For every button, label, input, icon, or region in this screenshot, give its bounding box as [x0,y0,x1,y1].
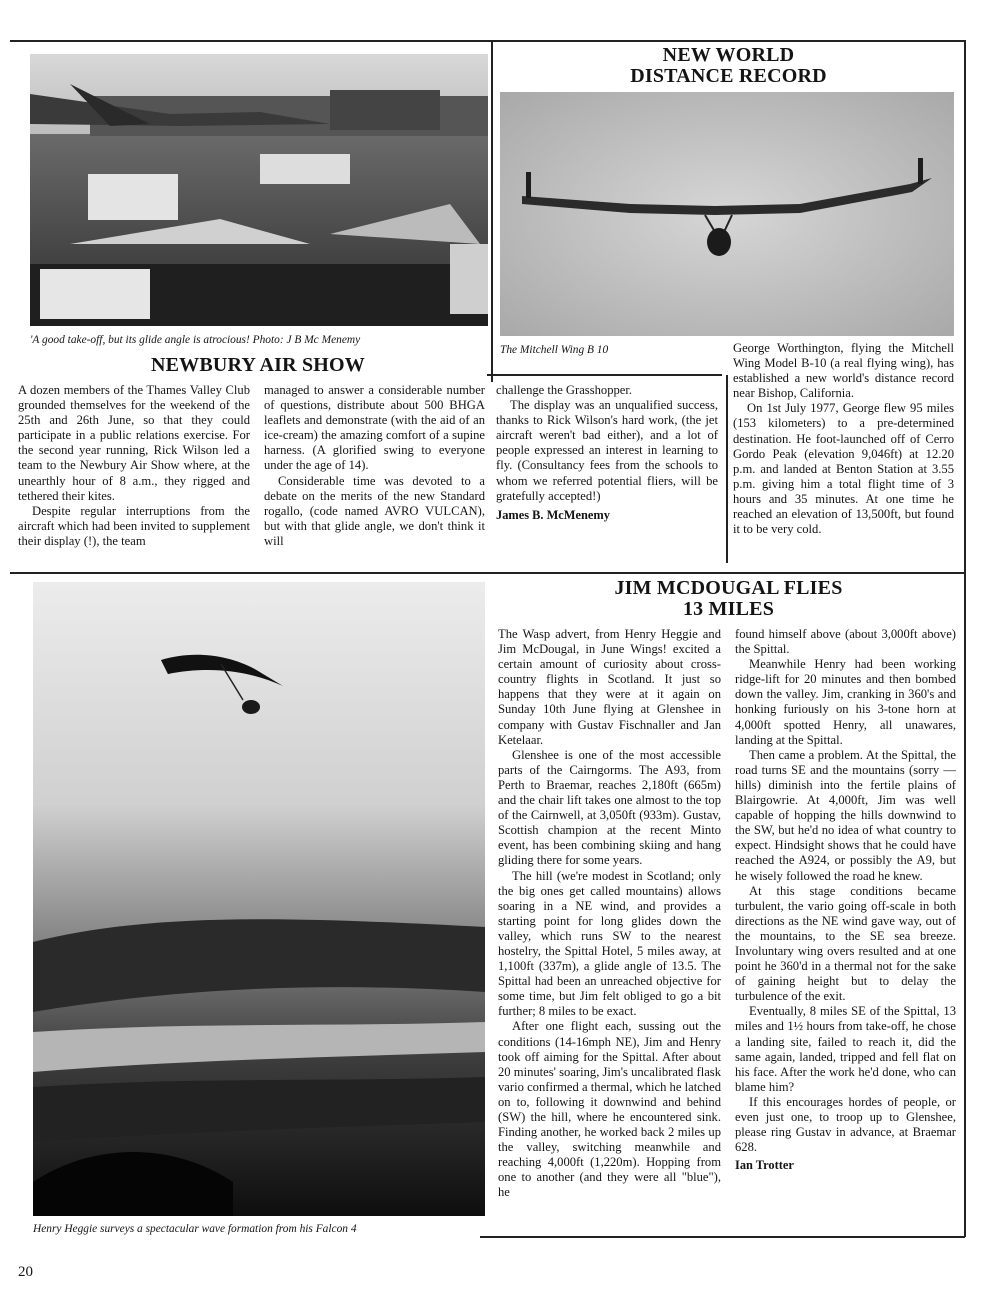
mcdougal-c2-p2: Meanwhile Henry had been working ridge-lift for 20 minutes and then bombed down the valley. Jim, cranking in 360's and honking furiously on his 3-tone horn at 4,000ft spotted Henry, all unawares, landing at the Spittal. [735,657,956,747]
mitchell-wing-photo [500,92,954,336]
middle-rule [10,572,965,574]
record-title-line-2: DISTANCE RECORD [630,65,827,87]
mcdougal-c2-p3: Then came a problem. At the Spittal, the road turns SE and the mountains (sorry — hills) diminish into the fertile plains of Blairgowrie. At 4,000ft, Jim was well capable of hopping the hills downwind to the SW, but he'd no idea of what country to expect. Hindsight shows that he could have reached the A924, or possibly the A9, but he wisely followed the road he knew. [735,747,956,883]
mcdougal-column-2 [735,627,956,1173]
wave-formation-photo [33,582,485,1216]
mcdougal-c1-p1: The Wasp advert, from Henry Heggie and Jim McDougal, in June Wings! excited a certain amount of curiosity about cross-country flights in Scotland. It just so happens that they were at it again on Sunday 10th June flying at Glenshee in company with Gustav Fischnaller and Jan Ketelaar. [498,627,721,747]
record-title [497,45,960,87]
newbury-c2-p2: Considerable time was devoted to a debate on the merits of the new Standard rogallo, (code named AVRO VULCAN), but with that glide angle, we don't think it will [264,473,485,548]
mcdougal-c1-p4: After one flight each, sussing out the conditions (14-16mph NE), Jim and Henry took off aiming for the Spittal. After about 20 minutes' soaring, Jim's uncalibrated flask vario confirmed a thermal, which he latched on to, following it downwind and behind (SW) the hill, where he encountered sink. Finding another, he worked back 2 miles up the valley, switching meanwhile and reaching 4,000ft (1,220m). Hopping from one to another (and they were all "blue"), he [498,1019,721,1200]
flying-wing-scene [500,92,954,336]
mcdougal-title-line-1: JIM MCDOUGAL FLIES [614,577,843,599]
mcdougal-c2-p1: found himself above (about 3,000ft above) the Spittal. [735,627,956,657]
mcdougal-c2-p4: At this stage conditions became turbulent, the vario going off-scale in both directions as the NE wind gave way, out of the mountains, to the SE sea breeze. Involuntary wing overs resulted and at one point he 360'd in a thermal not for the sake of gaining height but to delay the turbulence of the exit. [735,883,956,1004]
newbury-c1-p1: A dozen members of the Thames Valley Club grounded themselves for the weekend of the 25th and 26th June, so that they could participate in a public relations exercise. For the second year running, Rick Wilson led a team to the Newbury Air Show where, at the unearthly hour of 8 a.m., they rigged and tethered their kites. [18,383,250,503]
wave-cloud-scene [33,582,485,1216]
wave-photo-caption: Henry Heggie surveys a spectacular wave formation from his Falcon 4 [33,1223,357,1235]
newbury-signature: James B. McMenemy [496,507,610,522]
record-column [733,341,954,537]
page-number: 20 [18,1264,33,1280]
newbury-c2-p1: managed to answer a considerable number of questions, distribute about 500 BHGA leaflets and demonstrate (with the aid of an ice-cream) the amazing comfort of a supine harness. (A glorified swing to everyone under the age of 14). [264,383,485,473]
bottom-rule [480,1236,965,1238]
mid-top-rule [491,40,493,382]
top-rule [10,40,965,42]
mcdougal-title [497,578,960,620]
record-photo-caption: The Mitchell Wing B 10 [500,344,609,356]
newbury-column-2 [264,383,485,549]
record-p1: George Worthington, flying the Mitchell Wing Model B-10 (a real flying wing), has established a new world's distance record near Bishop, California. [733,341,954,401]
mcdougal-c1-p2: Glenshee is one of the most accessible parts of the Cairngorms. The A93, from Perth to Braemar, reaches 2,180ft (665m) and the chair lift takes one almost to the top of the Cairnwell, at 3,050ft (933m). Gustav, Scottish champion at the recent Minto event, has been combining skiing and hang gliding there for some years. [498,747,721,868]
newbury-c3-p1: challenge the Grasshopper. [496,383,633,397]
right-rule [964,40,966,1237]
newbury-c3-p2: The display was an unqualified success, thanks to Rick Wilson's hard work, (the jet aircraft weren't bad either), and a lot of people expressed an interest in learning to fly. (Consultancy fees from the schools to whom we referred potential fliers, will be gratefully accepted!) [496,398,718,503]
record-p2: On 1st July 1977, George flew 95 miles (153 kilometers) to a pre-determined destination. He foot-launched off of Cerro Gordo Peak (elevation 9,046ft) at 12.20 p.m. and landed at Benton Station at 3.55 p.m. giving him a total flight time of 3 hours and 35 minutes. At one time he reached an elevation of 13,500ft, but found it to be very cold. [733,401,954,537]
newbury-photo-caption: 'A good take-off, but its glide angle is atrocious! Photo: J B Mc Menemy [30,334,361,346]
newbury-bottom-rule [487,374,722,376]
mcdougal-title-line-2: 13 MILES [682,598,775,620]
newbury-column-1 [18,383,250,549]
newbury-c1-p2: Despite regular interruptions from the aircraft which had been invited to supplement their display (!), the team [18,503,250,548]
mcdougal-column-1 [498,627,721,1201]
record-title-line-1: NEW WORLD [662,44,795,66]
mcdougal-c1-p3: The hill (we're modest in Scotland; only the big ones get called mountains) allows soaring in a NE wind, and provides a starting point for long glides down the valley, which runs SW to the nearest hostelry, the Spittal Hotel, 5 miles away, at 1,100ft (337m), a glide angle of 13.5. The Spittal had been an unreached objective for some time, but Jim felt obliged to go a bit further; 8 miles to be exact. [498,868,721,1019]
mcdougal-c2-p5: Eventually, 8 miles SE of the Spittal, 13 miles and 1½ hours from take-off, he chose a landing site, failed to reach it, did the same again, landed, tripped and fell flat on his face. After the work he'd done, who can blame him? [735,1004,956,1094]
newbury-airshow-photo [30,54,488,326]
mcdougal-signature: Ian Trotter [735,1158,794,1173]
record-text-rule [726,375,728,563]
airshow-scene [30,54,488,326]
newbury-column-3 [496,383,718,523]
mcdougal-c2-p6: If this encourages hordes of people, or even just one, to troop up to Glenshee, please ring Gustav in advance, at Braemar 628. [735,1094,956,1155]
newbury-title: NEWBURY AIR SHOW [150,354,365,376]
